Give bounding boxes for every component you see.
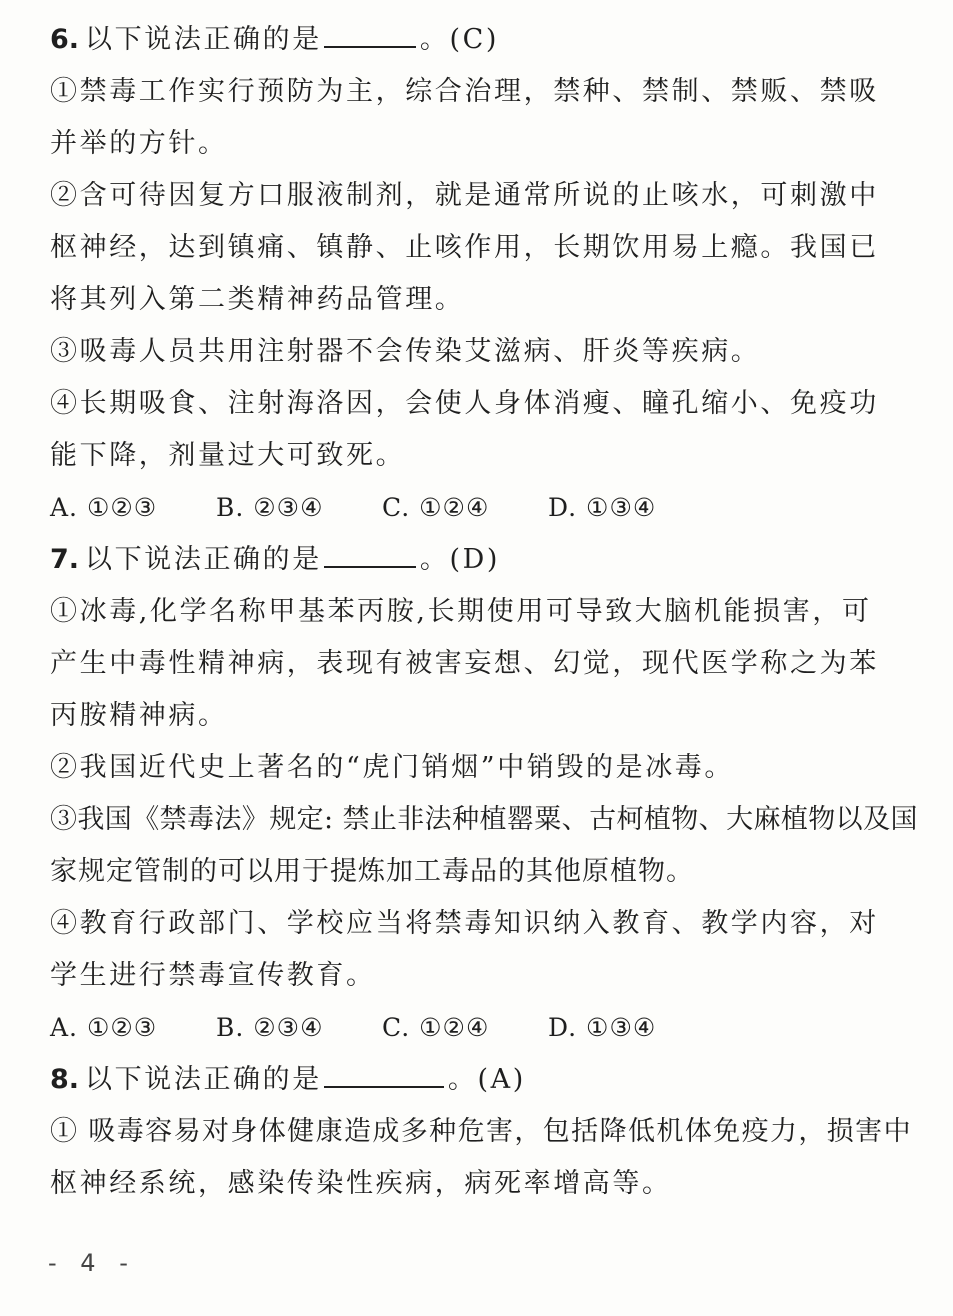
paragraph-line: 能下降，剂量过大可致死。 (50, 440, 406, 471)
paragraph-line: ③我国《禁毒法》规定: 禁止非法种植罂粟、古柯植物、大麻植物以及国 (50, 804, 918, 835)
paragraph-line: ④教育行政部门、学校应当将禁毒知识纳入教育、教学内容，对 (50, 908, 879, 939)
option-d: D. ①③④ (548, 1013, 657, 1042)
paragraph-line: 将其列入第二类精神药品管理。 (50, 284, 465, 315)
question-text: 以下说法正确的是 (85, 544, 322, 575)
page-content (50, 14, 918, 1210)
paragraph-line: 枢神经，达到镇痛、镇静、止咳作用，长期饮用易上瘾。我国已 (50, 232, 879, 263)
paragraph-line: 学生进行禁毒宣传教育。 (50, 960, 376, 991)
option-c: C. ①②④ (382, 1013, 490, 1042)
question-6-options (50, 482, 900, 534)
answer-key: 。(D) (419, 544, 500, 575)
paragraph-line: ②我国近代史上著名的“虎门销烟”中销毁的是冰毒。 (50, 752, 735, 783)
paragraph-line: ②含可待因复方口服液制剂，就是通常所说的止咳水，可刺激中 (50, 180, 879, 211)
paragraph-line: ① 吸毒容易对身体健康造成多种危害，包括降低机体免疫力，损害中 (50, 1116, 912, 1147)
paragraph-line: 产生中毒性精神病，表现有被害妄想、幻觉，现代医学称之为苯 (50, 648, 879, 679)
answer-blank (324, 22, 416, 48)
paragraph-line: ④长期吸食、注射海洛因，会使人身体消瘦、瞳孔缩小、免疫功 (50, 388, 879, 419)
answer-key: 。(A) (447, 1064, 526, 1095)
paragraph-line: 枢神经系统，感染传染性疾病，病死率增高等。 (50, 1168, 672, 1199)
question-7-options (50, 1002, 900, 1054)
question-number: 8. (50, 1064, 80, 1095)
question-text: 以下说法正确的是 (85, 24, 322, 55)
question-number: 7. (50, 544, 80, 575)
paragraph-line: ③吸毒人员共用注射器不会传染艾滋病、肝炎等疾病。 (50, 336, 761, 367)
question-text: 以下说法正确的是 (85, 1064, 322, 1095)
question-6-stem (50, 14, 900, 66)
option-b: B. ②③④ (216, 1013, 324, 1042)
answer-blank (324, 542, 416, 568)
option-b: B. ②③④ (216, 493, 324, 522)
paragraph-line: ①禁毒工作实行预防为主，综合治理，禁种、禁制、禁贩、禁吸 (50, 76, 879, 107)
paragraph-line: 家规定管制的可以用于提炼加工毒品的其他原植物。 (50, 856, 694, 887)
answer-key: 。(C) (419, 24, 499, 55)
question-8-stem (50, 1054, 900, 1106)
option-c: C. ①②④ (382, 493, 490, 522)
paragraph-line: 丙胺精神病。 (50, 700, 228, 731)
question-7-stem (50, 534, 900, 586)
option-d: D. ①③④ (548, 493, 657, 522)
paragraph-line: ①冰毒,化学名称甲基苯丙胺,长期使用可导致大脑机能损害，可 (50, 596, 872, 627)
paragraph-line: 并举的方针。 (50, 128, 228, 159)
answer-blank (324, 1062, 444, 1088)
option-a: A. ①②③ (50, 493, 158, 522)
question-number: 6. (50, 24, 80, 55)
option-a: A. ①②③ (50, 1013, 158, 1042)
page-number: - 4 - (48, 1249, 136, 1277)
